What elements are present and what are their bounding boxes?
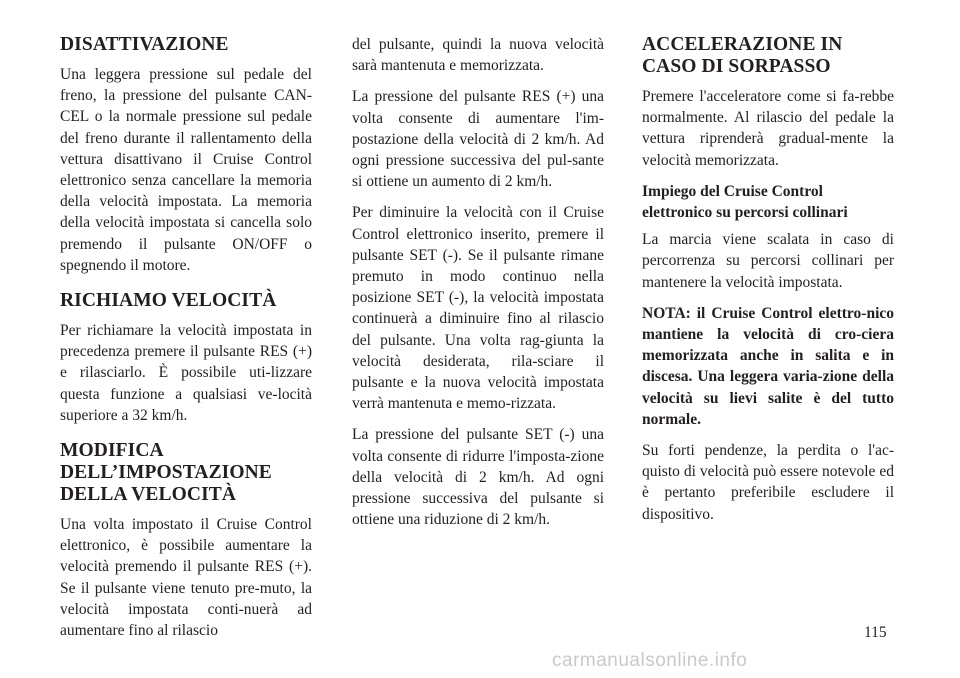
paragraph-percorsi-collinari: La marcia viene scalata in caso di percorrenza su percorsi collinari per mantenere la velocità impostata.: [642, 231, 894, 291]
paragraph-richiamo-velocita: Per richiamare la velocità impostata in precedenza premere il pulsante RES (+) e rilasciarlo. È possibile uti-lizzare questa funzione a qualsiasi ve-locità superiore a 32 km/h.: [60, 322, 312, 424]
note-paragraph: NOTA: il Cruise Control elettro-nico mantiene la velocità di cro-ciera memorizzata anche in salita e in discesa. Una leggera varia-zione della velocità su lievi salite è del tutto normale.: [642, 304, 894, 428]
paragraph-continuation: del pulsante, quindi la nuova velocità sarà mantenuta e memorizzata.: [352, 36, 604, 75]
column-2: [352, 34, 604, 540]
paragraph-forti-pendenze: Su forti pendenze, la perdita o l'ac-quisto di velocità può essere notevole ed è pertanto preferibile escludere il dispositivo.: [642, 442, 894, 523]
column-1: [60, 34, 312, 651]
heading-disattivazione: DISATTIVAZIONE: [60, 34, 229, 55]
paragraph-accelerazione: Premere l'acceleratore come si fa-rebbe normalmente. Al rilascio del pedale la vettura riprenderà gradual-mente la velocità memorizzata.: [642, 88, 894, 169]
subheading-percorsi-collinari: Impiego del Cruise Control elettronico su percorsi collinari: [642, 182, 848, 222]
heading-richiamo-velocita: RICHIAMO VELOCITÀ: [60, 290, 277, 312]
paragraph-modifica-impostazione: Una volta impostato il Cruise Control elettronico, è possibile aumentare la velocità premendo il pulsante RES (+). Se il pulsante viene tenuto pre-muto, la velocità impostata conti-nuerà ad aumentare fino al rilascio: [60, 516, 312, 640]
heading-accelerazione-sorpasso: ACCELERAZIONE IN CASO DI SORPASSO: [642, 34, 843, 77]
column-3: [642, 34, 894, 535]
page-number: 115: [864, 624, 887, 641]
paragraph-set-decrement: La pressione del pulsante SET (-) una volta consente di ridurre l'imposta-zione della velocità di 2 km/h. Ad ogni pressione successiva del pulsante si ottiene una riduzione di 2 km/h.: [352, 426, 604, 529]
heading-modifica-impostazione: MODIFICA DELL’IMPOSTAZIONE DELLA VELOCITÀ: [60, 440, 272, 506]
watermark-text: carmanualsonline.info: [552, 650, 748, 671]
paragraph-disattivazione: Una leggera pressione sul pedale del freno, la pressione del pulsante CAN-CEL o la normale pressione sul pedale del freno durante il rallentamento della vettura disattivano il Cruise Control elettronico senza cancellare la memoria della velocità impostata. La memoria della velocità impostata si cancella solo premendo il pulsante ON/OFF o spegnendo il motore.: [60, 66, 312, 274]
paragraph-res-increment: La pressione del pulsante RES (+) una volta consente di aumentare l'im-postazione della velocità di 2 km/h. Ad ogni pressione successiva del pul-sante si ottiene un aumento di 2 km/h.: [352, 88, 604, 191]
paragraph-set-decrease: Per diminuire la velocità con il Cruise Control elettronico inserito, premere il pulsante SET (-). Se il pulsante rimane premuto in modo continuo nella posizione SET (-), la velocità impostata continuerà a diminuire fino al rilascio del pulsante. Una volta rag-giunta la velocità desiderata, rila-sciare il pulsante e la nuova velocità impostata verrà mantenuta e memo-rizzata.: [352, 204, 604, 413]
